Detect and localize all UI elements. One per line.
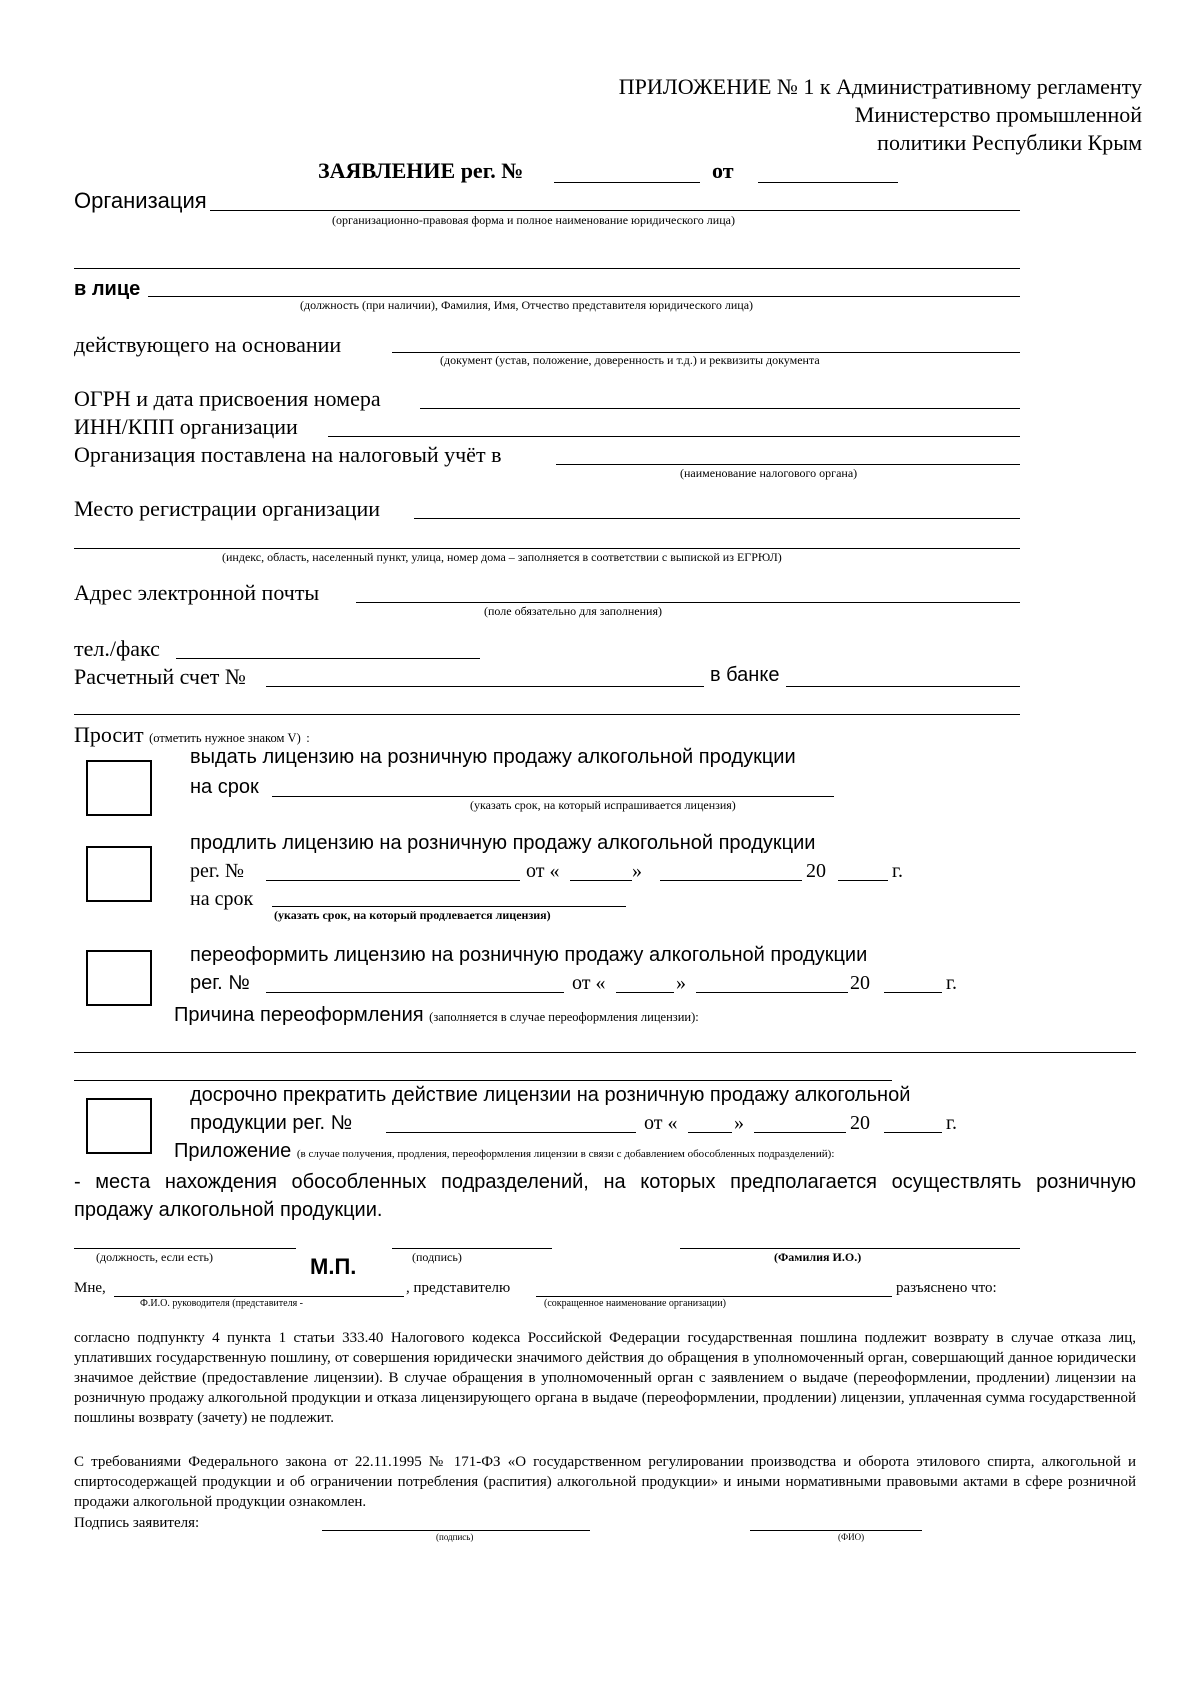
appendix-header-line1: ПРИЛОЖЕНИЕ № 1 к Административному регламенту	[618, 74, 1142, 99]
reg-place-field[interactable]	[414, 518, 1020, 519]
tax-hint: (наименование налогового органа)	[680, 466, 858, 480]
mne-label: Мне,	[74, 1280, 106, 1296]
title-ot: от	[712, 158, 734, 183]
option-reissue-reason	[174, 1004, 699, 1027]
option-extend-day-field[interactable]	[570, 880, 632, 881]
option-reissue-g: г.	[946, 972, 957, 994]
tax-label: Организация поставлена на налоговый учёт в	[74, 442, 502, 467]
account-label: Расчетный счет №	[74, 664, 246, 689]
option-reissue-text: переоформить лицензию на розничную продажу алкогольной продукции	[190, 944, 868, 966]
reissue-reason-field[interactable]	[74, 1052, 1136, 1053]
reg-number-field[interactable]	[554, 182, 700, 183]
option-reissue-day-field[interactable]	[616, 992, 674, 993]
option-issue-text: выдать лицензию на розничную продажу алкогольной продукции	[190, 746, 796, 768]
option-extend-month-field[interactable]	[660, 880, 802, 881]
bank-field-line2[interactable]	[74, 714, 1020, 715]
organization-field[interactable]	[210, 210, 1020, 211]
inn-field[interactable]	[328, 436, 1020, 437]
phone-label: тел./факс	[74, 636, 160, 661]
reissue-reason-field-line2[interactable]	[74, 1080, 892, 1081]
representative-label: , представителю	[406, 1280, 511, 1296]
mne-field[interactable]	[114, 1296, 404, 1297]
fio-hint: (Фамилия И.О.)	[774, 1250, 862, 1264]
position-field[interactable]	[74, 1248, 296, 1249]
org-short-field[interactable]	[536, 1296, 892, 1297]
v-lice-hint: (должность (при наличии), Фамилия, Имя, Отчество представителя юридического лица)	[300, 298, 754, 312]
option-issue-term-field[interactable]	[272, 796, 834, 797]
appendix-header-line2: Министерство промышленной	[854, 102, 1142, 127]
option-extend-term-hint: (указать срок, на который продлевается лицензия)	[274, 908, 551, 922]
option-reissue-reg-label: рег. №	[190, 972, 250, 994]
option-extend-g: г.	[892, 860, 903, 882]
option-terminate-close: »	[734, 1112, 744, 1134]
appendix-label: Приложение	[174, 1140, 292, 1162]
tax-field[interactable]	[556, 464, 1020, 465]
sign-hint: (подпись)	[412, 1250, 462, 1264]
bank-label: в банке	[710, 664, 780, 686]
appendix-line	[174, 1140, 834, 1163]
option-terminate-reg-field[interactable]	[386, 1132, 636, 1133]
option-reissue-month-field[interactable]	[696, 992, 848, 993]
applicant-fio-hint: (ФИО)	[838, 1532, 865, 1542]
position-hint: (должность, если есть)	[96, 1250, 214, 1264]
applicant-sign-field[interactable]	[322, 1530, 590, 1531]
option-reissue-reason-label: Причина переоформления	[174, 1004, 424, 1026]
option-terminate-text: досрочно прекратить действие лицензии на розничную продажу алкогольной	[190, 1084, 911, 1106]
stamp-label: М.П.	[310, 1254, 357, 1279]
inn-label: ИНН/КПП организации	[74, 414, 298, 439]
prosit-hint: (отметить нужное знаком V)	[149, 731, 301, 745]
reg-place-field-line2[interactable]	[74, 548, 1020, 549]
option-issue-term-hint: (указать срок, на который испрашивается лицензия)	[470, 798, 736, 812]
option-terminate-ot: от «	[644, 1112, 678, 1134]
form-title: ЗАЯВЛЕНИЕ рег. №	[318, 158, 524, 183]
org-short-hint: (сокращенное наименование организации)	[544, 1298, 726, 1309]
mne-hint: Ф.И.О. руководителя (представителя -	[140, 1298, 304, 1309]
legal-paragraph-1: согласно подпункту 4 пункта 1 статьи 333.40 Налогового кодекса Российской Федерации государственная пошлина подлежит возврату в случае отказа лиц, уплативших государственную пошлину, от совершения юридически значимого действия до обращения в уполномоченный орган, совершающий данное юридически значимое действие (предоставление лицензии). В случае обращения в уполномоченный орган с заявлением о выдаче (переоформлении, продлении) лицензии на розничную продажу алкогольной продукции и отказа лицензирующего органа в выдаче (переоформлении, продлении) лицензии, уплаченная сумма государственной пошлины возврату (зачету) не подлежит.	[74, 1330, 1136, 1426]
appendix-text: - места нахождения обособленных подразделений, на которых предполагается осуществлять розничную продажу алкогольной продукции.	[74, 1171, 1136, 1221]
appendix-header-line3: политики Республики Крым	[877, 130, 1142, 155]
phone-field[interactable]	[176, 658, 480, 659]
prosit-colon: :	[306, 731, 310, 745]
option-extend-term-field[interactable]	[272, 906, 626, 907]
appendix-hint: (в случае получения, продления, переоформления лицензии в связи с добавлением обособленных подразделений):	[296, 1148, 835, 1160]
reg-place-hint: (индекс, область, населенный пункт, улица, номер дома – заполняется в соответствии с выпиской из ЕГРЮЛ)	[222, 550, 782, 564]
organization-hint: (организационно-правовая форма и полное наименование юридического лица)	[332, 213, 735, 227]
option-terminate-year-field[interactable]	[884, 1132, 942, 1133]
ogrn-field[interactable]	[420, 408, 1020, 409]
option-reissue-reg-field[interactable]	[266, 992, 564, 993]
option-terminate-g: г.	[946, 1112, 957, 1134]
v-lice-label: в лице	[74, 278, 141, 300]
option-extend-term-label: на срок	[190, 888, 254, 910]
bank-field[interactable]	[786, 686, 1020, 687]
account-field[interactable]	[266, 686, 704, 687]
explained-label: разъяснено что:	[896, 1280, 997, 1296]
option-issue-checkbox[interactable]	[86, 760, 152, 816]
reg-place-label: Место регистрации организации	[74, 496, 381, 521]
prosit-text: Просит	[74, 722, 144, 747]
option-extend-text: продлить лицензию на розничную продажу алкогольной продукции	[190, 832, 816, 854]
applicant-sign-label: Подпись заявителя:	[74, 1515, 200, 1531]
legal-paragraph-2: С требованиями Федерального закона от 22.11.1995 № 171-ФЗ «О государственном регулировании производства и оборота этилового спирта, алкогольной и спиртосодержащей продукции и об ограничении потребления (распития) алкогольной продукции» и иными нормативными правовыми актами в сфере розничной продажи алкогольной продукции ознакомлен.	[74, 1454, 1136, 1510]
option-reissue-checkbox[interactable]	[86, 950, 152, 1006]
option-reissue-year-field[interactable]	[884, 992, 942, 993]
reg-date-field[interactable]	[758, 182, 898, 183]
option-reissue-year: 20	[850, 972, 870, 994]
option-extend-checkbox[interactable]	[86, 846, 152, 902]
ogrn-label: ОГРН и дата присвоения номера	[74, 386, 381, 411]
option-reissue-close: »	[676, 972, 686, 994]
option-reissue-ot: от «	[572, 972, 606, 994]
option-terminate-reg-label: продукции рег. №	[190, 1112, 353, 1134]
basis-label: действующего на основании	[74, 332, 342, 357]
prosit-label	[74, 722, 310, 748]
organization-label: Организация	[74, 188, 207, 213]
basis-hint: (документ (устав, положение, доверенность и т.д.) и реквизиты документа	[440, 353, 820, 367]
option-issue-term-label: на срок	[190, 776, 259, 798]
option-extend-close: »	[632, 860, 642, 882]
option-extend-year-field[interactable]	[838, 880, 888, 881]
option-extend-year: 20	[806, 860, 826, 882]
option-terminate-month-field[interactable]	[754, 1132, 846, 1133]
option-extend-reg-field[interactable]	[266, 880, 520, 881]
email-label: Адрес электронной почты	[74, 580, 320, 605]
fio-field[interactable]	[680, 1248, 1020, 1249]
organization-field-line2[interactable]	[74, 268, 1020, 269]
option-terminate-year: 20	[850, 1112, 870, 1134]
option-reissue-reason-hint: (заполняется в случае переоформления лицензии):	[429, 1010, 699, 1024]
option-terminate-checkbox[interactable]	[86, 1098, 152, 1154]
email-field[interactable]	[356, 602, 1020, 603]
option-extend-reg-label: рег. №	[190, 860, 244, 882]
sign-field[interactable]	[392, 1248, 552, 1249]
option-extend-ot: от «	[526, 860, 560, 882]
applicant-sign-hint: (подпись)	[436, 1532, 474, 1542]
option-terminate-day-field[interactable]	[688, 1132, 732, 1133]
email-hint: (поле обязательно для заполнения)	[484, 604, 662, 618]
v-lice-field[interactable]	[148, 296, 1020, 297]
applicant-fio-field[interactable]	[750, 1530, 922, 1531]
